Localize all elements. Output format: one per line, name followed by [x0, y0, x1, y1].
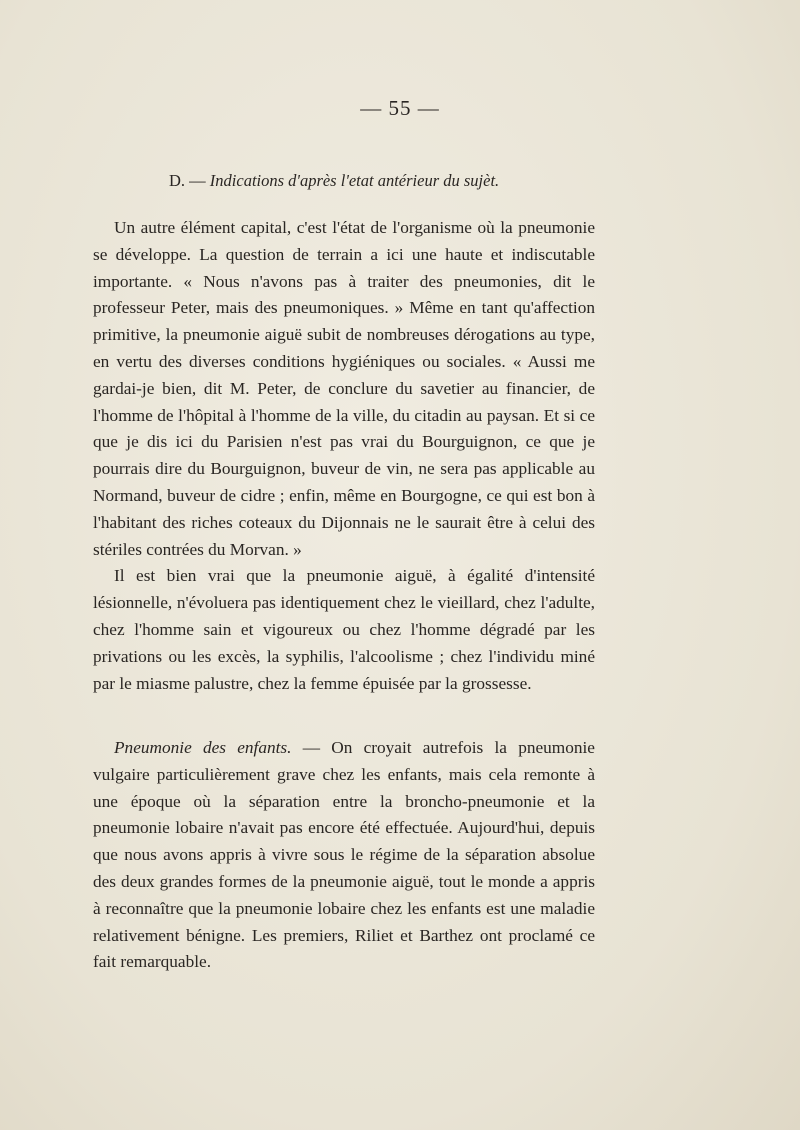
- paragraph: Il est bien vrai que la pneumonie aiguë, à égalité d'intensité lésionnelle, n'évoluera pas identiquement chez le vieillard, chez l'adulte, chez l'homme sain et vigoureux ou chez l'homme dégradé par les privations ou les excès, la syphilis, l'alcoolisme ; chez l'individu miné par le miasme palustre, chez la femme épuisée par la grossesse.: [93, 566, 595, 693]
- subsection-text: [93, 735, 595, 976]
- subsection-title: Pneumonie des enfants.: [114, 738, 292, 757]
- paragraph: [93, 735, 595, 976]
- subsection-body: — On croyait autrefois la pneumonie vulgaire particulièrement grave chez les enfants, mais cela remonte à une époque où la séparation entre la broncho-pneumonie et la pneumonie lobaire n'avait pas encore été effectuée. Aujourd'hui, depuis que nous avons appris à vivre sous le régime de la séparation absolue des deux grandes formes de la pneumonie aiguë, tout le monde a appris à reconnaître que la pneumonie lobaire chez les enfants est une maladie relativement bénigne. Les premiers, Riliet et Barthez ont proclamé ce fait remarquable.: [93, 738, 595, 972]
- section-title: Indications d'après l'etat antérieur du sujèt.: [209, 171, 500, 190]
- page-number: — 55 —: [360, 96, 440, 120]
- section-heading: [169, 171, 669, 191]
- paragraph: Un autre élément capital, c'est l'état de l'organisme où la pneumonie se développe. La question de terrain a ici une haute et indiscutable importante. « Nous n'avons pas à traiter des pneumonies, dit le professeur Peter, mais des pneumoniques. » Même en tant qu'affection primitive, la pneumonie aiguë subit de nombreuses dérogations au type, en vertu des diverses conditions hygiéniques ou sociales. « Aussi me gardai-je bien, dit M. Peter, de conclure du savetier au financier, de l'homme de l'hôpital à l'homme de la ville, du citadin au paysan. Et si ce que je dis ici du Parisien n'est pas vrai du Bourguignon, ce que je pourrais dire du Bourguignon, buveur de vin, ne sera pas applicable au Normand, buveur de cidre ; enfin, même en Bourgogne, ce qui est bon à l'habitant des riches coteaux du Dijonnais ne le saurait être à celui des stériles contrées du Morvan. »: [93, 218, 595, 559]
- main-text: [93, 215, 595, 697]
- section-prefix: D. —: [169, 171, 210, 190]
